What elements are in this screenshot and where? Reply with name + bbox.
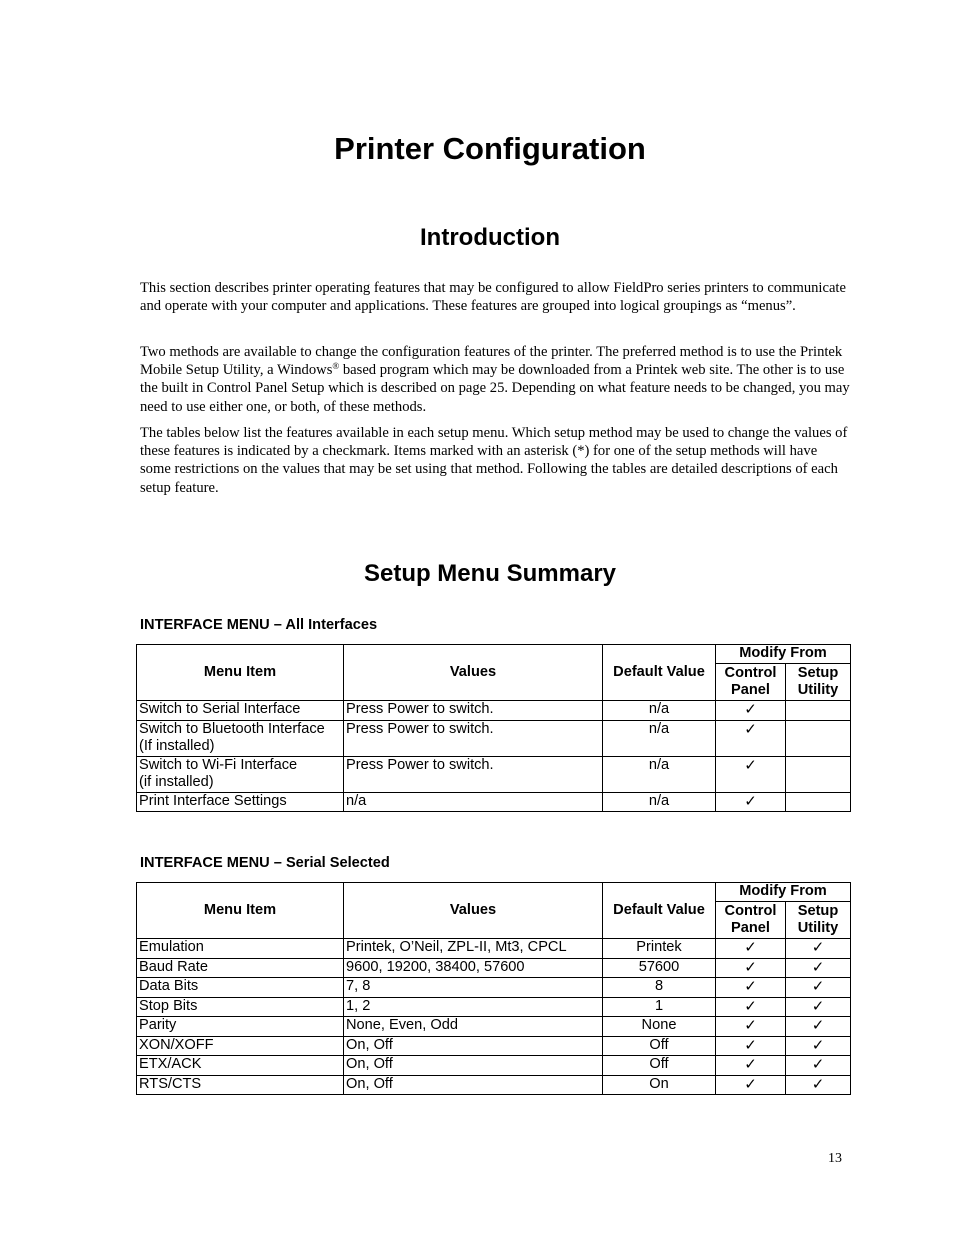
- menu-item-line-1: Switch to Bluetooth Interface: [139, 720, 325, 737]
- checkmark-icon: ✓: [744, 1035, 757, 1054]
- values-cell: 7, 8: [344, 978, 603, 998]
- values-cell: Press Power to switch.: [344, 701, 603, 721]
- table-row: [137, 720, 851, 756]
- menu-item-line-2: (If installed): [139, 738, 215, 754]
- table-row: [137, 997, 851, 1017]
- checkmark-icon: ✓: [744, 719, 757, 738]
- menu-item-cell: [137, 720, 344, 756]
- header-control-panel: Control Panel: [716, 664, 786, 701]
- menu-item-cell: Print Interface Settings: [137, 792, 344, 812]
- default-value-cell: 1: [603, 997, 716, 1017]
- header-menu-item: Menu Item: [137, 883, 344, 939]
- menu-item-cell: XON/XOFF: [137, 1036, 344, 1056]
- header-modify-from: Modify From: [716, 645, 851, 664]
- values-cell: On, Off: [344, 1075, 603, 1095]
- values-cell: n/a: [344, 792, 603, 812]
- intro-paragraph-2-part-a: Two methods are available to change the configuration features of the printer. The preferred method is to use the Printek Mobile Setup Utility, a Windows: [140, 344, 843, 379]
- control-panel-cell: [716, 1075, 786, 1095]
- table-row: [137, 701, 851, 721]
- menu-item-cell: Emulation: [137, 939, 344, 959]
- checkmark-icon: ✓: [744, 700, 757, 718]
- control-panel-cell: [716, 997, 786, 1017]
- setup-menu-summary-heading: Setup Menu Summary: [363, 560, 617, 587]
- page-number: 13: [828, 1151, 842, 1166]
- control-panel-cell: [716, 939, 786, 959]
- introduction-heading: Introduction: [420, 224, 560, 251]
- default-value-cell: Off: [603, 1036, 716, 1056]
- checkmark-icon: ✓: [744, 1055, 757, 1073]
- values-cell: None, Even, Odd: [344, 1017, 603, 1037]
- header-values: Values: [344, 883, 603, 939]
- header-setup-utility: Setup Utility: [786, 664, 851, 701]
- table1-caption: INTERFACE MENU – All Interfaces: [140, 617, 378, 633]
- checkmark-icon: ✓: [811, 1055, 825, 1073]
- checkmark-icon: ✓: [811, 1035, 825, 1054]
- setup-utility-cell: [786, 958, 851, 978]
- table-row: [137, 1017, 851, 1037]
- default-value-cell: 57600: [603, 958, 716, 978]
- table-row: [137, 1056, 851, 1076]
- checkmark-icon: ✓: [744, 938, 757, 956]
- checkmark-icon: ✓: [744, 791, 757, 810]
- table2-caption: INTERFACE MENU – Serial Selected: [140, 855, 390, 871]
- checkmark-icon: ✓: [811, 1016, 825, 1034]
- menu-item-cell: Switch to Serial Interface: [137, 701, 344, 721]
- menu-item-cell: Stop Bits: [137, 997, 344, 1017]
- registered-mark: ®: [332, 361, 340, 372]
- values-cell: On, Off: [344, 1056, 603, 1076]
- default-value-cell: On: [603, 1075, 716, 1095]
- values-cell: Printek, O’Neil, ZPL-II, Mt3, CPCL: [344, 939, 603, 959]
- table-row: [137, 1075, 851, 1095]
- values-cell: On, Off: [344, 1036, 603, 1056]
- table-row: [137, 958, 851, 978]
- control-panel-cell: [716, 1036, 786, 1056]
- menu-item-cell: RTS/CTS: [137, 1075, 344, 1095]
- control-panel-cell: [716, 978, 786, 998]
- setup-utility-cell: [786, 1056, 851, 1076]
- header-default-value: Default Value: [603, 645, 716, 701]
- default-value-cell: n/a: [603, 720, 716, 756]
- checkmark-icon: ✓: [811, 938, 825, 956]
- default-value-cell: None: [603, 1017, 716, 1037]
- header-menu-item: Menu Item: [137, 645, 344, 701]
- control-panel-cell: [716, 1056, 786, 1076]
- default-value-cell: Printek: [603, 939, 716, 959]
- menu-item-cell: Parity: [137, 1017, 344, 1037]
- header-setup-utility: Setup Utility: [786, 902, 851, 939]
- default-value-cell: 8: [603, 978, 716, 998]
- intro-paragraph-2: [140, 343, 850, 416]
- header-values: Values: [344, 645, 603, 701]
- page-title: Printer Configuration: [334, 131, 646, 166]
- setup-utility-cell: [786, 1017, 851, 1037]
- menu-item-cell: [137, 756, 344, 792]
- menu-item-cell: ETX/ACK: [137, 1056, 344, 1076]
- values-cell: Press Power to switch.: [344, 756, 603, 792]
- menu-item-cell: Baud Rate: [137, 958, 344, 978]
- table-row: [137, 756, 851, 792]
- values-cell: 9600, 19200, 38400, 57600: [344, 958, 603, 978]
- interface-menu-serial-table: [136, 882, 851, 1095]
- checkmark-icon: ✓: [744, 755, 757, 774]
- checkmark-icon: ✓: [744, 977, 757, 995]
- menu-item-cell: Data Bits: [137, 978, 344, 998]
- setup-utility-cell: [786, 1036, 851, 1056]
- setup-utility-cell: [786, 978, 851, 998]
- interface-menu-all-table: [136, 644, 851, 812]
- checkmark-icon: ✓: [744, 1016, 757, 1034]
- setup-utility-cell: [786, 1075, 851, 1095]
- intro-paragraph-3: The tables below list the features available in each setup menu. Which setup method may be used to change the values of these features is indicated by a checkmark. Items marked with an asterisk (*) for one of the setup methods will have some restrictions on the values that may be set using that method. Following the tables are detailed descriptions of each setup feature.: [140, 425, 848, 496]
- menu-item-line-2: (if installed): [139, 774, 214, 790]
- table-row: [137, 1036, 851, 1056]
- menu-item-line-1: Switch to Wi-Fi Interface: [139, 756, 298, 773]
- default-value-cell: n/a: [603, 792, 716, 812]
- header-control-panel: Control Panel: [716, 902, 786, 939]
- values-cell: 1, 2: [344, 997, 603, 1017]
- checkmark-icon: ✓: [744, 996, 757, 1015]
- checkmark-icon: ✓: [744, 1074, 757, 1093]
- checkmark-icon: ✓: [811, 977, 825, 995]
- table-row: [137, 939, 851, 959]
- checkmark-icon: ✓: [811, 957, 825, 976]
- header-default-value: Default Value: [603, 883, 716, 939]
- setup-utility-cell: [786, 939, 851, 959]
- setup-utility-cell: [786, 997, 851, 1017]
- checkmark-icon: ✓: [744, 957, 757, 976]
- default-value-cell: n/a: [603, 701, 716, 721]
- checkmark-icon: ✓: [811, 1074, 825, 1093]
- default-value-cell: n/a: [603, 756, 716, 792]
- control-panel-cell: [716, 958, 786, 978]
- checkmark-icon: ✓: [811, 996, 825, 1015]
- table-row: [137, 978, 851, 998]
- intro-paragraph-2-part-b: based program which may be downloaded from a Printek web site. The other is to use the built in Control Panel Setup which is described on page 25. Depending on what feature needs to be changed, you may need to use either one, or both, of these methods.: [140, 362, 850, 415]
- table-row: [137, 792, 851, 812]
- intro-paragraph-1: This section describes printer operating features that may be configured to allow FieldPro series printers to communicate and operate with your computer and applications. These features are grouped into logical groupings as “menus”.: [140, 280, 846, 315]
- header-modify-from: Modify From: [716, 883, 851, 902]
- control-panel-cell: [716, 1017, 786, 1037]
- default-value-cell: Off: [603, 1056, 716, 1076]
- values-cell: Press Power to switch.: [344, 720, 603, 756]
